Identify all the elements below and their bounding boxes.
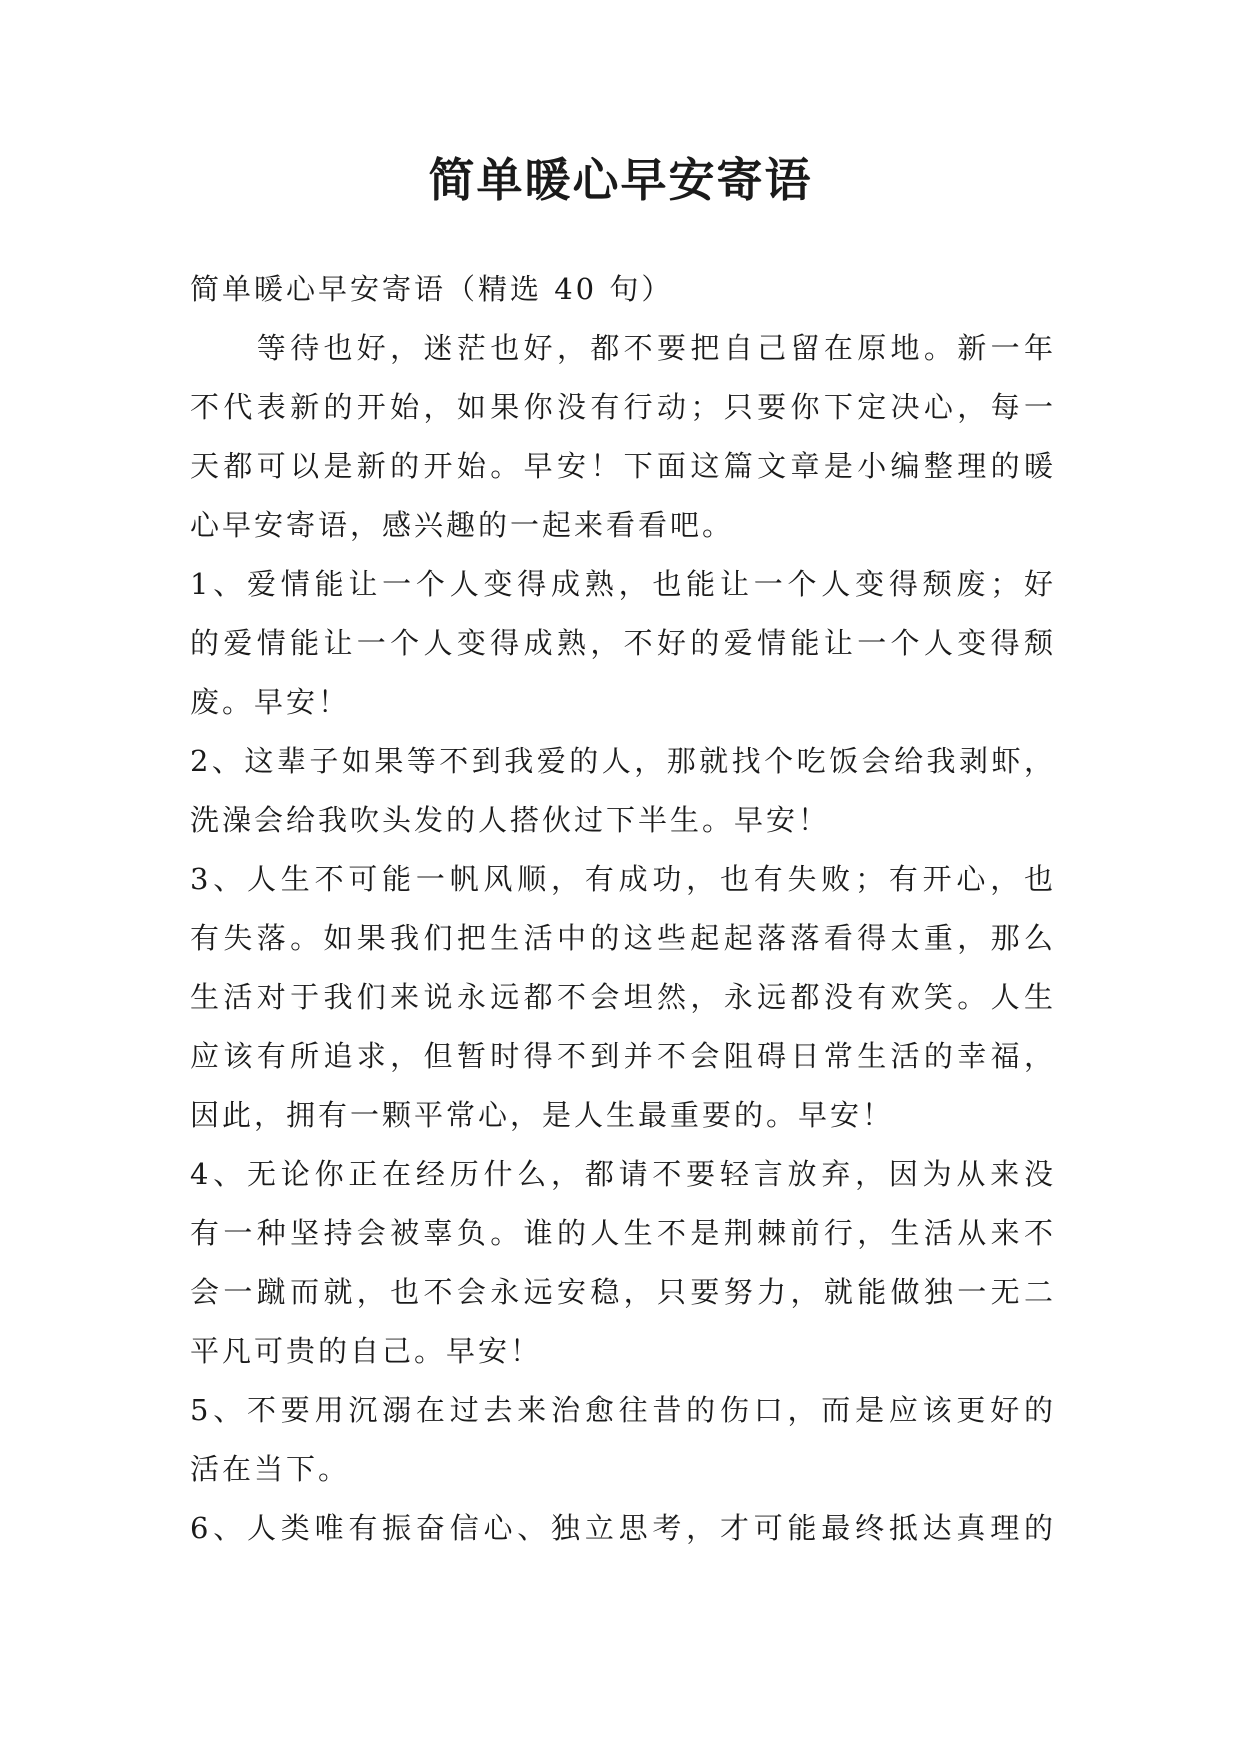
text-line: 天都可以是新的开始。早安！下面这篇文章是小编整理的暖 <box>190 449 1056 483</box>
text-line: 生活对于我们来说永远都不会坦然，永远都没有欢笑。人生 <box>190 980 1056 1014</box>
text-line: 的爱情能让一个人变得成熟，不好的爱情能让一个人变得颓 <box>190 626 1056 660</box>
text-line: 有失落。如果我们把生活中的这些起起落落看得太重，那么 <box>190 921 1056 955</box>
text-line: 2、这辈子如果等不到我爱的人，那就找个吃饭会给我剥虾， <box>190 744 1056 778</box>
text-line: 等待也好，迷茫也好，都不要把自己留在原地。新一年 <box>190 331 1056 365</box>
text-line: 平凡可贵的自己。早安！ <box>190 1334 543 1368</box>
text-line: 活在当下。 <box>190 1452 351 1486</box>
text-line: 3、人生不可能一帆风顺，有成功，也有失败；有开心，也 <box>190 862 1056 896</box>
text-line: 5、不要用沉溺在过去来治愈往昔的伤口，而是应该更好的 <box>190 1393 1056 1427</box>
text-line: 废。早安！ <box>190 685 351 719</box>
document-body <box>190 260 1056 1558</box>
text-line: 不代表新的开始，如果你没有行动；只要你下定决心，每一 <box>190 390 1056 424</box>
text-line: 6、人类唯有振奋信心、独立思考，才可能最终抵达真理的 <box>190 1511 1056 1545</box>
text-line: 有一种坚持会被辜负。谁的人生不是荆棘前行，生活从来不 <box>190 1216 1056 1250</box>
text-line: 心早安寄语，感兴趣的一起来看看吧。 <box>190 508 735 542</box>
text-line: 会一蹴而就，也不会永远安稳，只要努力，就能做独一无二 <box>190 1275 1056 1309</box>
text-line: 简单暖心早安寄语（精选 40 句） <box>190 272 674 306</box>
text-line: 应该有所追求，但暂时得不到并不会阻碍日常生活的幸福， <box>190 1039 1056 1073</box>
text-line: 因此，拥有一颗平常心，是人生最重要的。早安！ <box>190 1098 895 1132</box>
document-title: 简单暖心早安寄语 <box>428 153 813 207</box>
text-line: 4、无论你正在经历什么，都请不要轻言放弃，因为从来没 <box>190 1157 1056 1191</box>
text-line: 洗澡会给我吹头发的人搭伙过下半生。早安！ <box>190 803 831 837</box>
text-line: 1、爱情能让一个人变得成熟，也能让一个人变得颓废；好 <box>190 567 1056 601</box>
